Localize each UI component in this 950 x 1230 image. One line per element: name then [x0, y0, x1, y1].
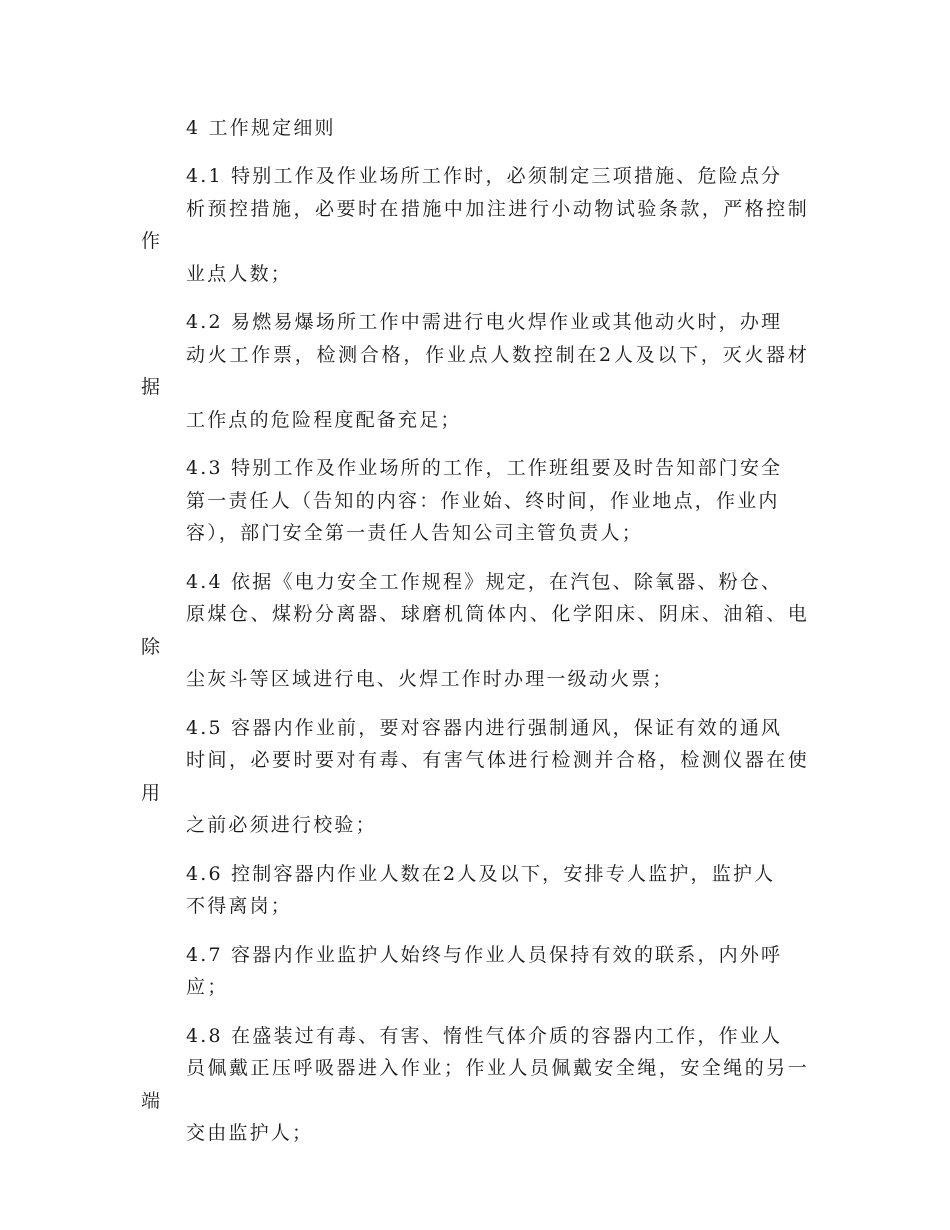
paragraph-3 — [141, 452, 809, 550]
paragraph-line: 4.8 在盛装过有毒、有害、惰性气体介质的容器内工作，作业人 — [186, 1024, 783, 1047]
paragraph-line: 容），部门安全第一责任人告知公司主管负责人； — [186, 522, 643, 544]
document-body — [141, 112, 809, 1166]
paragraph-4 — [141, 566, 809, 696]
paragraph-line: 4.1 特别工作及作业场所工作时，必须制定三项措施、危险点分 — [186, 165, 783, 187]
paragraph-line: 4.2 易燃易爆场所工作中需进行电火焊作业或其他动火时，办理 — [186, 311, 783, 333]
paragraph-line: 4.7 容器内作业监护人始终与作业人员保持有效的联系，内外呼 — [186, 943, 783, 966]
paragraph-6 — [141, 858, 809, 923]
paragraph-line: 动火工作票，检测合格，作业点人数控制在2人及以下，灭火器材据 — [141, 343, 809, 398]
paragraph-line: 工作点的危险程度配备充足； — [186, 408, 462, 431]
section-heading: 4 工作规定细则 — [186, 117, 336, 139]
paragraph-line: 第一责任人（告知的内容：作业始、终时间，作业地点，作业内 — [186, 489, 780, 512]
paragraph-line: 4.3 特别工作及作业场所的工作，工作班组要及时告知部门安全 — [186, 457, 783, 479]
paragraph-line: 交由监护人； — [186, 1122, 314, 1144]
paragraph-line: 时间，必要时要对有毒、有害气体进行检测并合格，检测仪器在使用 — [141, 749, 809, 804]
paragraph-line: 不得离岗； — [186, 895, 293, 917]
paragraph-7 — [141, 939, 809, 1004]
paragraph-line: 业点人数； — [186, 262, 293, 285]
paragraph-1 — [141, 160, 809, 290]
paragraph-line: 原煤仓、煤粉分离器、球磨机筒体内、化学阳床、阴床、油箱、电除 — [141, 603, 809, 658]
paragraph-line: 员佩戴正压呼吸器进入作业；作业人员佩戴安全绳，安全绳的另一端 — [141, 1057, 809, 1112]
paragraph-line: 尘灰斗等区域进行电、火焊工作时办理一级动火票； — [186, 668, 674, 690]
paragraph-line: 4.4 依据《电力安全工作规程》规定，在汽包、除氧器、粉仓、 — [186, 570, 783, 593]
paragraph-line: 4.6 控制容器内作业人数在2人及以下，安排专人监护，监护人 — [186, 862, 776, 885]
paragraph-line: 应； — [186, 976, 229, 998]
paragraph-line: 4.5 容器内作业前，要对容器内进行强制通风，保证有效的通风 — [186, 716, 783, 739]
paragraph-5 — [141, 712, 809, 842]
paragraph-line: 之前必须进行校验； — [186, 814, 377, 836]
paragraph-line: 析预控措施，必要时在措施中加注进行小动物试验条款，严格控制作 — [141, 197, 809, 252]
paragraph-8 — [141, 1020, 809, 1150]
paragraph-list — [141, 160, 809, 1150]
paragraph-2 — [141, 306, 809, 436]
